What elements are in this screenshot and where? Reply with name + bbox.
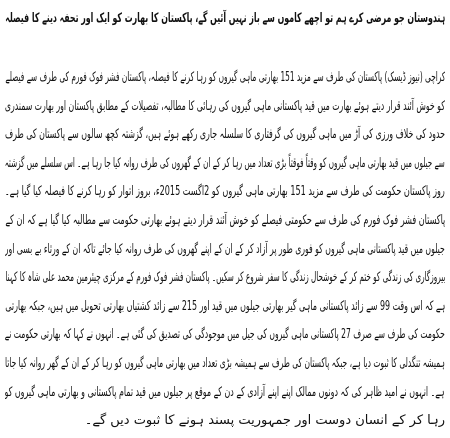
article-line	[5, 348, 445, 377]
article-line-text: ہمیشہ تنگدلی کا ثبوت دیا ہے، جبکہ پاکستان کی طرف سے ہمیشہ بڑی تعداد میں بھارتی ماہی گیروں کو رہا کر کے ان کے گھر روانہ کیا جاتا	[5, 355, 445, 371]
article-line	[5, 205, 445, 234]
article-line	[5, 262, 445, 291]
article-line	[5, 234, 445, 263]
article-line	[5, 291, 445, 320]
article-line-text: کراچی (نیوز ڈیسک) پاکستان کی طرف سے مزید 151 بھارتی ماہی گیروں کو رہا کرنے کا فیصلہ، پاکستان فشر فوک فورم کی طرف سے فیصلے	[5, 70, 445, 85]
article-line-text: سے جیلوں میں قید بھارتی ماہی گیروں کو وقتاً فوقتاً بڑی تعداد میں رہا کر کے ان کے گھروں کی طرف روانہ کیا جا رہا ہے۔ اس سلسلے میں گزشتہ	[5, 155, 445, 171]
article-line-text: روز پاکستان حکومت کی طرف سے مزید 151 بھارتی ماہی گیروں کو 2اگست 2015ء، بروز اتوار کو رہا کرنے کا فیصلہ کیا گیا ہے۔	[5, 184, 445, 200]
article-body	[5, 62, 445, 434]
article-line	[5, 62, 445, 91]
article-line-text: ہے کہ اس وقت 99 سے زائد پاکستانی ماہی گیر بھارتی جیلوں میں قید اور 215 سے زائد کشتیاں بھارتی تحویل میں ہیں، جبکہ بھارتی	[5, 298, 445, 314]
article-line	[5, 91, 445, 120]
article-line-text: کو خوش آئند قرار دیتے ہوئے بھارت میں قید پاکستانی ماہی گیروں کی رہائی کا مطالبہ، تفصیلات کے مطابق پاکستان اور بھارت سمندری	[5, 98, 445, 114]
headline	[5, 4, 445, 30]
article-line-text: پاکستان فشر فوک فورم کی طرف سے حکومتی فیصلے کو خوش آئند قرار دیتے ہوئے بھارتی حکومت سے مطالبہ کیا گیا ہے کہ ان کے	[5, 212, 445, 228]
article-line	[5, 119, 445, 148]
article-line	[5, 319, 445, 348]
article-line-text: رہا کر کے انسان دوست اور جمہوریت پسند ہونے کا ثبوت دیں گے۔	[84, 413, 445, 429]
article-line-text: جیلوں میں قید پاکستانی ماہی گیروں کو فوری طور پر آزاد کر کے ان کے اپنے گھروں کی طرف روانہ کیا جائے تاکہ ان کے ورثاء بے بسی اور	[5, 241, 445, 257]
article-line-text: حکومت کی طرف سے صرف 27 پاکستانی ماہی گیروں کی جیل میں موجودگی کی تصدیق کی گئی ہے۔ انہوں نے کہا کہ بھارتی حکومت نے	[5, 327, 445, 343]
article-line-text: ہے۔ انہوں نے امید ظاہر کی کہ دونوں ممالک اپنے اپنے آزادی کے دن کے موقع پر جیلوں میں قید تمام پاکستانی و بھارتی ماہی گیروں کو	[5, 384, 445, 400]
headline-text: ہندوستان جو مرضی کرے ہم تو اچھے کاموں سے باز نہیں آئیں گے، پاکستان کا بھارت کو ایک اور تحفہ دینے کا فیصلہ	[5, 11, 445, 26]
article-line-text: بیروزگاری کی زندگی کو ختم کر کے خوشحال زندگی کا سفر شروع کر سکیں۔ پاکستان فشر فوک فورم کے مرکزی چیئرمین محمد علی شاہ کا کہنا	[5, 270, 445, 286]
article-line	[5, 148, 445, 177]
article-line-text: حدود کی خلاف ورزی کی آڑ میں ماہی گیروں کی گرفتاری کا سلسلہ جاری رکھے ہوئے ہیں، گزشتہ کچھ سالوں سے پاکستان کی طرف	[5, 127, 445, 143]
article-line	[5, 377, 445, 406]
article-line-last	[5, 405, 445, 434]
article-line	[5, 176, 445, 205]
